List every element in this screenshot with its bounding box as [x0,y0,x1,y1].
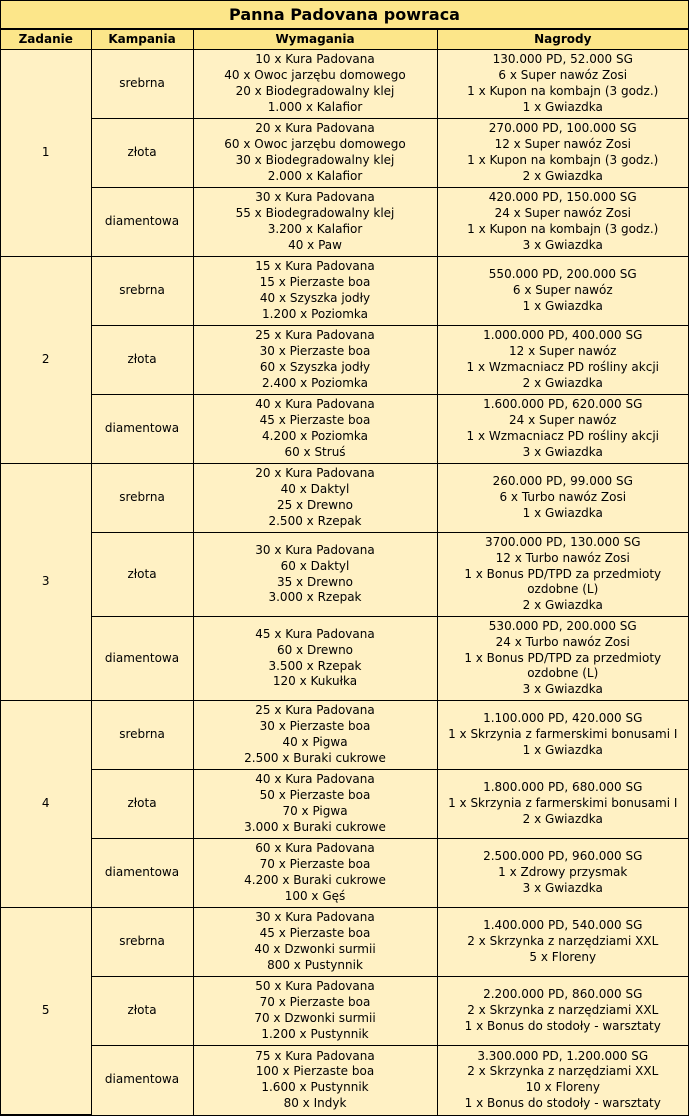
reward-line: 260.000 PD, 99.000 SG [492,474,633,489]
requirement-line: 1.600 x Pustynnik [261,1080,369,1095]
reward-line: 24 x Super nawóz [509,413,617,428]
table-row [1,617,688,701]
requirement-line: 20 x Biodegradowalny klej [235,84,395,98]
reward-line: 1 x Bonus PD/TPD za przedmioty [464,566,662,581]
rewards-cell [437,257,688,326]
rewards-cell [437,395,688,464]
campaign-name: diamentowa [91,839,193,908]
reward-line: 1 x Zdrowy przysmak [498,865,628,880]
reward-line: 1.100.000 PD, 420.000 SG [483,711,643,726]
requirement-line: 75 x Kura Padovana [255,1048,375,1063]
rewards-cell [437,839,688,908]
requirement-line: 50 x Pierzaste boa [259,788,371,803]
reward-line: 1 x Bonus do stodoły - warsztaty [464,1096,661,1111]
requirement-line: 45 x Kura Padovana [255,626,375,641]
requirement-line: 40 x Kura Padovana [255,772,375,787]
requirements-cell [193,977,437,1046]
reward-line: 6 x Turbo nawóz Zosi [499,490,627,505]
requirement-line: 2.500 x Rzepak [268,513,362,528]
reward-line: 12 x Super nawóz Zosi [494,137,631,152]
table-row [1,395,688,464]
campaign-name: złota [91,770,193,839]
requirement-line: 45 x Pierzaste boa [259,926,371,941]
requirements-cell [193,1046,437,1115]
reward-line: 3 x Gwiazdka [522,444,603,459]
requirement-line: 70 x Pierzaste boa [259,857,371,872]
page-title: Panna Padovana powraca [1,1,688,29]
requirement-line: 30 x Kura Padovana [255,542,375,557]
rewards-cell [437,119,688,188]
reward-line: 12 x Turbo nawóz Zosi [495,550,630,565]
requirement-line: 4.200 x Poziomka [262,429,368,443]
requirement-line: 60 x Szyszka jodły [259,360,371,374]
requirement-line: 35 x Drewno [276,574,354,589]
campaign-name: złota [91,326,193,395]
requirements-cell [193,119,437,188]
requirement-line: 60 x Drewno [276,642,354,657]
table-row [1,119,688,188]
task-number: 4 [1,701,91,908]
table-row [1,464,688,533]
requirement-line: 40 x Kura Padovana [255,397,375,412]
requirements-cell [193,533,437,617]
rewards-cell [437,326,688,395]
rewards-cell [437,188,688,257]
rewards-cell [437,770,688,839]
reward-line: 3 x Gwiazdka [522,880,603,895]
reward-line: 3 x Gwiazdka [522,682,603,697]
requirement-line: 3.500 x Rzepak [268,658,362,673]
reward-line: 1 x Gwiazdka [522,505,603,520]
requirement-line: 100 x Gęś [284,888,346,903]
reward-line: 3700.000 PD, 130.000 SG [484,535,641,549]
task-number: 1 [1,50,91,257]
requirement-line: 30 x Biodegradowalny klej [235,153,395,167]
reward-line: 1 x Kupon na kombajn (3 godz.) [467,153,659,167]
requirement-line: 1.000 x Kalafior [267,99,363,114]
requirement-line: 25 x Kura Padovana [255,328,375,343]
reward-line: 12 x Super nawóz [509,344,617,359]
reward-line: 2 x Gwiazdka [522,598,603,613]
requirement-line: 3.200 x Kalafior [267,222,363,236]
header-row [1,30,688,50]
rewards-cell [437,977,688,1046]
campaign-name: srebrna [91,701,193,770]
header-wymagania: Wymagania [193,30,437,50]
requirement-line: 800 x Pustynnik [267,957,363,972]
campaign-name: diamentowa [91,188,193,257]
requirements-cell [193,617,437,701]
requirements-cell [193,50,437,119]
requirement-line: 10 x Kura Padovana [255,52,375,67]
requirement-line: 120 x Kukułka [272,674,358,689]
table-row [1,1046,688,1115]
requirement-line: 60 x Owoc jarzębu domowego [224,137,406,152]
requirement-line: 80 x Indyk [283,1096,347,1111]
requirement-line: 55 x Biodegradowalny klej [235,206,395,221]
reward-line: 2 x Skrzynka z narzędziami XXL [467,934,659,949]
campaign-name: diamentowa [91,617,193,701]
requirements-cell [193,188,437,257]
requirement-line: 100 x Pierzaste boa [255,1064,375,1079]
campaign-name: srebrna [91,50,193,119]
reward-line: ozdobne (L) [527,582,599,597]
requirement-line: 2.500 x Buraki cukrowe [244,750,386,765]
task-number: 3 [1,464,91,701]
requirement-line: 25 x Drewno [276,498,354,512]
requirement-line: 40 x Paw [288,237,342,252]
table-row [1,533,688,617]
reward-line: 1.800.000 PD, 680.000 SG [483,780,643,795]
requirement-line: 1.200 x Pustynnik [261,1026,369,1041]
header-nagrody: Nagrody [437,30,688,50]
reward-line: 1 x Kupon na kombajn (3 godz.) [467,84,659,98]
campaign-name: złota [91,119,193,188]
reward-line: 270.000 PD, 100.000 SG [488,121,637,136]
table-row [1,770,688,839]
requirement-line: 2.400 x Poziomka [262,375,368,390]
requirement-line: 30 x Kura Padovana [255,910,375,925]
requirements-cell [193,395,437,464]
reward-line: 1 x Skrzynia z farmerskimi bonusami I [448,796,678,811]
requirement-line: 40 x Owoc jarzębu domowego [224,68,406,83]
reward-line: 1 x Gwiazdka [522,99,603,114]
reward-line: 2 x Skrzynka z narzędziami XXL [467,1003,659,1018]
reward-line: 2.500.000 PD, 960.000 SG [483,849,643,864]
reward-line: 130.000 PD, 52.000 SG [492,52,633,67]
requirement-line: 60 x Daktyl [280,558,350,573]
reward-line: 1 x Bonus do stodoły - warsztaty [464,1018,661,1033]
campaign-name: diamentowa [91,395,193,464]
requirements-cell [193,908,437,977]
rewards-cell [437,701,688,770]
requirement-line: 15 x Kura Padovana [255,259,375,274]
reward-line: 550.000 PD, 200.000 SG [488,267,637,282]
table-row [1,977,688,1046]
campaign-name: złota [91,977,193,1046]
reward-line: 1 x Kupon na kombajn (3 godz.) [467,222,659,236]
reward-line: 1.000.000 PD, 400.000 SG [483,328,643,343]
requirement-line: 40 x Pigwa [282,735,348,749]
reward-line: 1 x Gwiazdka [522,298,603,313]
reward-line: 530.000 PD, 200.000 SG [488,619,637,633]
reward-line: 6 x Super nawóz [512,283,613,298]
reward-line: 1 x Skrzynia z farmerskimi bonusami I [448,727,678,742]
campaign-name: złota [91,533,193,617]
reward-line: 3.300.000 PD, 1.200.000 SG [477,1048,649,1063]
requirement-line: 60 x Struś [284,444,346,459]
requirement-line: 50 x Kura Padovana [255,979,375,994]
requirement-line: 4.200 x Buraki cukrowe [244,873,386,887]
header-kampania: Kampania [91,30,193,50]
reward-line: 2.200.000 PD, 860.000 SG [483,987,643,1002]
requirement-line: 30 x Pierzaste boa [259,719,371,734]
table-row [1,908,688,977]
reward-line: 5 x Floreny [529,949,597,964]
rewards-cell [437,908,688,977]
requirements-cell [193,701,437,770]
requirement-line: 2.000 x Kalafior [267,168,363,183]
table-row [1,839,688,908]
reward-line: 2 x Skrzynka z narzędziami XXL [467,1064,659,1079]
requirement-line: 40 x Szyszka jodły [259,291,371,305]
reward-line: 24 x Turbo nawóz Zosi [495,634,630,649]
campaign-name: srebrna [91,464,193,533]
requirement-line: 60 x Kura Padovana [255,841,375,856]
reward-line: 3 x Gwiazdka [522,237,603,252]
rewards-cell [437,617,688,701]
requirement-line: 20 x Kura Padovana [255,466,375,481]
reward-line: 1 x Wzmacniacz PD rośliny akcji [466,429,659,443]
requirements-cell [193,257,437,326]
quest-table [1,29,688,1115]
reward-line: 24 x Super nawóz Zosi [494,206,631,221]
requirement-line: 1.200 x Poziomka [262,306,368,321]
requirement-line: 3.000 x Buraki cukrowe [244,819,386,834]
quest-table-body [1,50,688,1115]
table-row [1,326,688,395]
reward-line: 1 x Gwiazdka [522,742,603,757]
campaign-name: srebrna [91,908,193,977]
reward-line: 420.000 PD, 150.000 SG [488,190,637,205]
requirements-cell [193,464,437,533]
task-number: 2 [1,257,91,464]
reward-line: 2 x Gwiazdka [522,168,603,183]
reward-line: ozdobne (L) [527,666,599,681]
requirement-line: 15 x Pierzaste boa [259,275,371,290]
campaign-name: diamentowa [91,1046,193,1115]
rewards-cell [437,50,688,119]
table-row [1,188,688,257]
requirements-cell [193,326,437,395]
requirement-line: 70 x Pigwa [282,804,348,818]
reward-line: 10 x Floreny [525,1080,600,1095]
requirements-cell [193,770,437,839]
table-row [1,50,688,119]
rewards-cell [437,464,688,533]
requirement-line: 3.000 x Rzepak [268,590,362,605]
reward-line: 1 x Bonus PD/TPD za przedmioty [464,650,662,665]
requirement-line: 20 x Kura Padovana [255,121,375,136]
requirement-line: 25 x Kura Padovana [255,703,375,718]
reward-line: 1.400.000 PD, 540.000 SG [483,918,643,933]
table-row [1,701,688,770]
table-row [1,257,688,326]
reward-line: 1.600.000 PD, 620.000 SG [483,397,643,412]
reward-line: 6 x Super nawóz Zosi [498,68,628,83]
requirement-line: 40 x Dzwonki surmii [254,942,376,956]
requirement-line: 45 x Pierzaste boa [259,413,371,428]
reward-line: 1 x Wzmacniacz PD rośliny akcji [466,360,659,374]
reward-line: 2 x Gwiazdka [522,811,603,826]
requirement-line: 30 x Pierzaste boa [259,344,371,359]
rewards-cell [437,1046,688,1115]
requirement-line: 40 x Daktyl [280,482,350,497]
rewards-cell [437,533,688,617]
task-number: 5 [1,908,91,1115]
header-zadanie: Zadanie [1,30,91,50]
campaign-name: srebrna [91,257,193,326]
requirements-cell [193,839,437,908]
reward-line: 2 x Gwiazdka [522,375,603,390]
requirement-line: 70 x Pierzaste boa [259,995,371,1010]
requirement-line: 70 x Dzwonki surmii [254,1011,376,1025]
requirement-line: 30 x Kura Padovana [255,190,375,205]
